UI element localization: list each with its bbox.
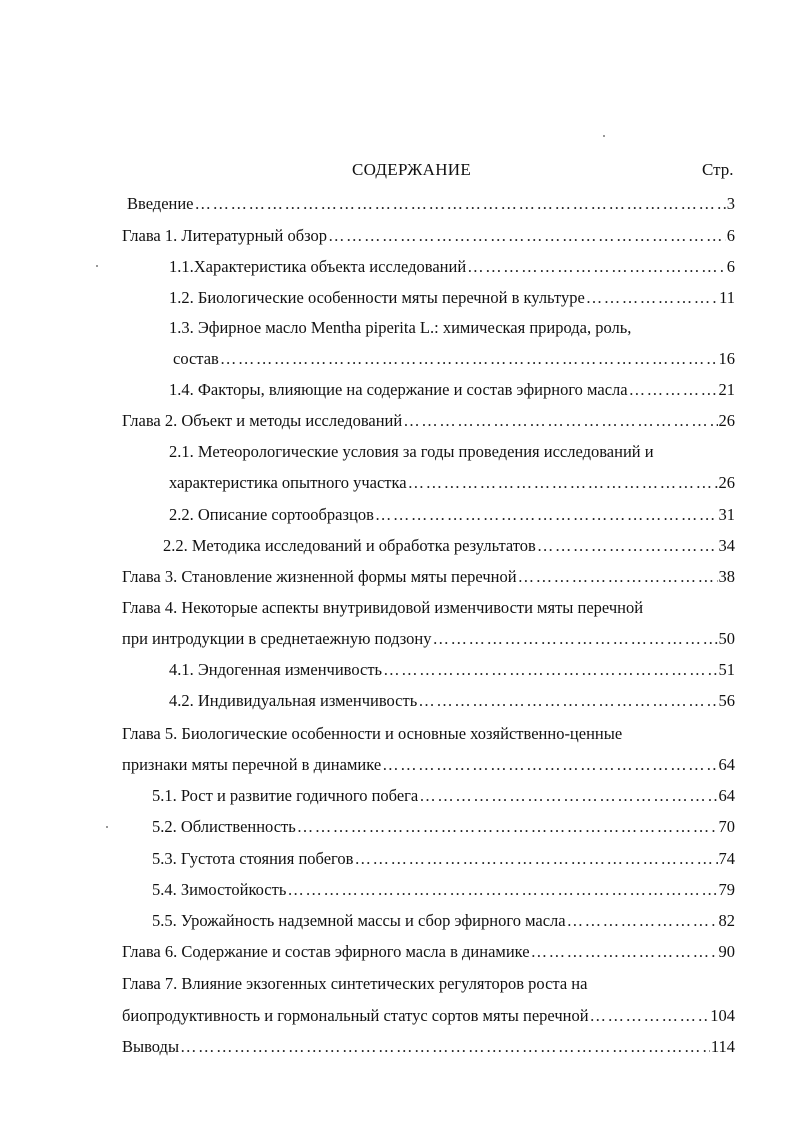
toc-entry-section-5-2: 5.2. Облиственность …………………………………………………………………………………………………………………………………………………………………… 70: [152, 817, 735, 839]
toc-entry-section-1-1: 1.1.Характеристика объекта исследований …………………………………………………………………………………………………………………………………………………………………… 6: [169, 257, 735, 279]
toc-entry-section-5-4: 5.4. Зимостойкость …………………………………………………………………………………………………………………………………………………………………… 79: [152, 880, 735, 902]
scan-speck: [603, 135, 605, 137]
toc-entry-chapter-6: Глава 6. Содержание и состав эфирного масла в динамике …………………………………………………………………………………………………………………………………………………………………… 90: [122, 942, 735, 964]
toc-entry-section-2-3: 2.2. Методика исследований и обработка результатов …………………………………………………………………………………………………………………………………………………………………… 34: [163, 536, 735, 558]
toc-entry-section-2-2: 2.2. Описание сортообразцов …………………………………………………………………………………………………………………………………………………………………… 31: [169, 505, 735, 527]
toc-entry-section-1-3: состав …………………………………………………………………………………………………………………………………………………………………… 16: [173, 349, 735, 371]
toc-entry-section-1-3-line1: 1.3. Эфирное масло Mentha piperita L.: химическая природа, роль,: [169, 318, 632, 337]
toc-header: [0, 160, 793, 184]
page-title: СОДЕРЖАНИЕ: [352, 160, 472, 179]
toc-entry-section-1-4: 1.4. Факторы, влияющие на содержание и состав эфирного масла …………………………………………………………………………………………………………………………………………………………………… 21: [169, 380, 735, 402]
toc-entry-section-5-1: 5.1. Рост и развитие годичного побега …………………………………………………………………………………………………………………………………………………………………… 64: [152, 786, 735, 808]
toc-entry-chapter-7: биопродуктивность и гормональный статус сортов мяты перечной …………………………………………………………………………………………………………………………………………………………………… 104: [122, 1006, 735, 1028]
scan-speck: [96, 265, 98, 267]
toc-entry-section-1-2: 1.2. Биологические особенности мяты перечной в культуре …………………………………………………………………………………………………………………………………………………………………… 11: [169, 288, 735, 310]
toc-entry-chapter-5-line1: Глава 5. Биологические особенности и основные хозяйственно-ценные: [122, 724, 623, 743]
toc-entry-chapter-5: признаки мяты перечной в динамике …………………………………………………………………………………………………………………………………………………………………… 64: [122, 755, 735, 777]
toc-entry-chapter-2: Глава 2. Объект и методы исследований …………………………………………………………………………………………………………………………………………………………………… 26: [122, 411, 735, 433]
toc-entry-chapter-3: Глава 3. Становление жизненной формы мяты перечной …………………………………………………………………………………………………………………………………………………………………… 38: [122, 567, 735, 589]
toc-entry-section-2-1: характеристика опытного участка …………………………………………………………………………………………………………………………………………………………………… 26: [169, 473, 735, 495]
toc-entry-section-5-3: 5.3. Густота стояния побегов …………………………………………………………………………………………………………………………………………………………………… 74: [152, 849, 735, 871]
page-column-label: Стр.: [702, 160, 734, 179]
toc-entry-chapter-4-line1: Глава 4. Некоторые аспекты внутривидовой изменчивости мяты перечной: [122, 598, 644, 617]
toc-entry-chapter-4: при интродукции в среднетаежную подзону …………………………………………………………………………………………………………………………………………………………………… 50: [122, 629, 735, 651]
toc-entry-chapter-7-line1: Глава 7. Влияние экзогенных синтетических регуляторов роста на: [122, 974, 588, 993]
toc-entry-conclusions: Выводы …………………………………………………………………………………………………………………………………………………………………… 114: [122, 1037, 735, 1059]
scan-speck: [106, 826, 108, 828]
toc-entry-chapter-1: Глава 1. Литературный обзор …………………………………………………………………………………………………………………………………………………………………… 6: [122, 226, 735, 248]
toc-entry-section-4-1: 4.1. Эндогенная изменчивость …………………………………………………………………………………………………………………………………………………………………… 51: [169, 660, 735, 682]
toc-entry-section-2-1-line1: 2.1. Метеорологические условия за годы проведения исследований и: [169, 442, 654, 461]
toc-entry-section-4-2: 4.2. Индивидуальная изменчивость …………………………………………………………………………………………………………………………………………………………………… 56: [169, 691, 735, 713]
toc-entry-intro: Введение …………………………………………………………………………………………………………………………………………………………………… 3: [127, 194, 735, 216]
toc-entry-section-5-5: 5.5. Урожайность надземной массы и сбор эфирного масла …………………………………………………………………………………………………………………………………………………………………… 82: [152, 911, 735, 933]
